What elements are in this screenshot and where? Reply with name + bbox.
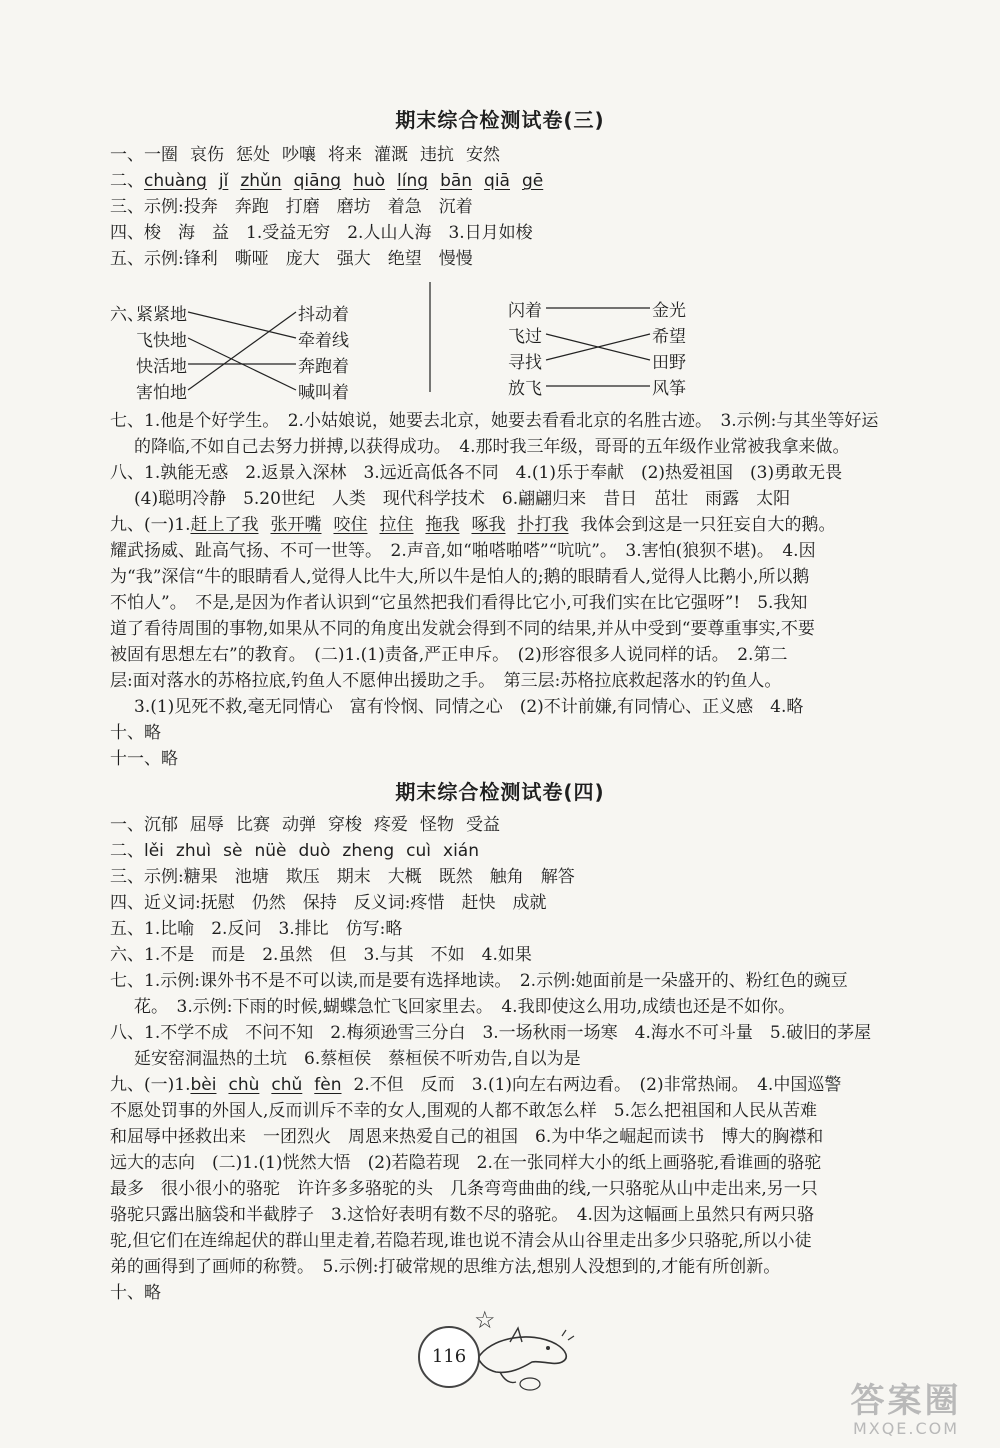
underlined-pinyin: fèn <box>314 1075 342 1095</box>
pinyin: xián <box>443 841 479 861</box>
exam4-q4: 四、近义词:抚慰 仍然 保持 反义词:疼惜 赶快 成就 <box>110 893 547 913</box>
exam3-q3: 三、示例:投奔 奔跑 打磨 磨坊 着急 沉着 <box>110 197 473 217</box>
pinyin: zhuì <box>175 841 212 861</box>
pinyin: zhǔn <box>240 171 282 191</box>
underlined-answer: 咬住 <box>333 515 368 535</box>
match-mid-2: 牵着线 <box>298 331 349 351</box>
match-right-b4: 风筝 <box>652 379 686 399</box>
exam3-q9-line1: 九、(一)1.赶上了我 张开嘴 咬住 拉住 拖我 啄我 扑打我 我体会到这是一只狂妄自大的鹅。 <box>110 515 836 535</box>
match-line <box>546 334 650 360</box>
exam4-q8-line2: 延安窑洞温热的土坑 6.蔡桓侯 蔡桓侯不听劝告,自以为是 <box>134 1049 581 1069</box>
exam4-q9-line: 弟的画得到了画师的称赞。 5.示例:打破常规的思维方法,想别人没想到的,才能有所创新。 <box>110 1257 781 1277</box>
match-left-3: 快活地 <box>136 357 187 377</box>
exam4-q2: 二、lěi zhuì sè nüè duò zheng cuì xián <box>110 841 479 861</box>
exam3-q9-line: 3.(1)见死不救,毫无同情心 富有怜悯、同情之心 (2)不计前嫌,有同情心、正义感 4.略 <box>134 697 804 717</box>
exam4-q3: 三、示例:糖果 池塘 欺压 期末 大概 既然 触角 解答 <box>110 867 575 887</box>
underlined-answer: 张开嘴 <box>270 515 322 535</box>
exam3-q9-line: 层:面对落水的苏格拉底,钓鱼人不愿伸出援助之手。 第三层:苏格拉底救起落水的钓鱼人。 <box>110 671 782 691</box>
exam3-q10: 十、略 <box>110 723 161 743</box>
match-right-a1: 闪着 <box>508 301 542 321</box>
exam3-q1: 一、一圈 哀伤 惩处 吵嚷 将来 灌溉 违抗 安然 <box>110 145 500 165</box>
dolphin-icon <box>470 1318 580 1398</box>
match-right-a4: 放飞 <box>508 379 542 399</box>
match-left-2: 飞快地 <box>136 331 187 351</box>
match-right-a3: 寻找 <box>508 353 542 373</box>
watermark-main: 答案圈 <box>850 1381 962 1421</box>
word: 比赛 <box>236 815 270 835</box>
match-left-4: 害怕地 <box>136 383 187 403</box>
exam4-q9-line: 不愿处罚事的外国人,反而训斥不幸的女人,围观的人都不敢怎么样 5.怎么把祖国和人民从苦难 <box>110 1101 818 1121</box>
underlined-answer: 啄我 <box>471 515 506 535</box>
word: 屈辱 <box>190 815 224 835</box>
pinyin: líng <box>397 171 429 191</box>
word: 穿梭 <box>328 815 362 835</box>
pinyin: nüè <box>254 841 287 861</box>
exam3-q4: 四、梭 海 益 1.受益无穷 2.人山人海 3.日月如梭 <box>110 223 533 243</box>
word: 一圈 <box>144 145 178 165</box>
pinyin: chuàng <box>144 171 207 191</box>
exam4-q9-line1: 九、(一)1.bèi chù chǔ fèn 2.不但 反而 3.(1)向左右两边看。 (2)非常热闹。 4.中国巡警 <box>110 1075 842 1095</box>
exam4-q1: 一、沉郁 屈辱 比赛 动弹 穿梭 疼爱 怪物 受益 <box>110 815 500 835</box>
exam3-q7-line1: 七、1.他是个好学生。 2.小姑娘说，她要去北京，她要去看看北京的名胜古迹。 3.示例:与其坐等好运 <box>110 411 879 431</box>
watermark-sub: MXQE.COM <box>852 1419 960 1438</box>
pinyin: duò <box>298 841 331 861</box>
word: 违抗 <box>420 145 454 165</box>
match-right-b2: 希望 <box>652 327 686 347</box>
word: 怪物 <box>420 815 454 835</box>
word: 安然 <box>466 145 500 165</box>
exam3-q8-line1: 八、1.孰能无惑 2.返景入深林 3.远近高低各不同 4.(1)乐于奉献 (2)热爱祖国 (3)勇敢无畏 <box>110 463 843 483</box>
pinyin: jǐ <box>218 171 229 191</box>
underlined-answer: 扑打我 <box>517 515 569 535</box>
match-line <box>188 312 296 338</box>
exam3-title: 期末综合检测试卷(三) <box>395 108 605 132</box>
pinyin: qiā <box>484 171 510 191</box>
pinyin: cuì <box>406 841 432 861</box>
word: 动弹 <box>282 815 316 835</box>
exam4-q9-line: 最多 很小很小的骆驼 许许多多骆驼的头 几条弯弯曲曲的线,一只骆驼从山中走出来,另一只 <box>110 1179 818 1199</box>
exam4-q7-line1: 七、1.示例:课外书不是不可以读,而是要有选择地读。 2.示例:她面前是一朵盛开的、粉红色的豌豆 <box>110 971 848 991</box>
word: 灌溉 <box>374 145 408 165</box>
pinyin: gē <box>521 171 544 191</box>
word: 疼爱 <box>374 815 408 835</box>
exam4-q10: 十、略 <box>110 1283 161 1303</box>
match-right-b1: 金光 <box>652 301 686 321</box>
match-line <box>188 312 296 390</box>
match-mid-1: 抖动着 <box>298 305 349 325</box>
page-number: 116 <box>418 1326 480 1388</box>
exam3-q9-line: 为“我”深信“牛的眼睛看人,觉得人比牛大,所以牛是怕人的;鹅的眼睛看人,觉得人比鹅小,所以鹅 <box>110 567 810 587</box>
exam3-q2: 二、chuàng jǐ zhǔn qiāng huò líng bān qiā gē <box>110 171 544 191</box>
pinyin: bān <box>440 171 473 191</box>
underlined-pinyin: chǔ <box>271 1075 303 1095</box>
pinyin: sè <box>223 841 243 861</box>
pinyin: qiāng <box>293 171 342 191</box>
underlined-answer: 拉住 <box>379 515 414 535</box>
exam4-q5: 五、1.比喻 2.反问 3.排比 仿写:略 <box>110 919 403 939</box>
exam4-q8-line1: 八、1.不学不成 不问不知 2.梅须逊雪三分白 3.一场秋雨一场寒 4.海水不可斗量 5.破旧的茅屋 <box>110 1023 872 1043</box>
underlined-pinyin: chù <box>228 1075 260 1095</box>
match-right-a2: 飞过 <box>508 327 542 347</box>
underlined-pinyin: bèi <box>190 1075 217 1095</box>
watermark <box>818 1382 994 1444</box>
star-icon: ☆ <box>474 1306 496 1334</box>
word: 哀伤 <box>190 145 224 165</box>
underlined-answer: 拖我 <box>425 515 460 535</box>
exam3-q9-line: 不怕人”。 不是,是因为作者认识到“它虽然把我们看得比它小,可我们实在比它强呀”! 5.我知 <box>110 593 808 613</box>
exam4-title: 期末综合检测试卷(四) <box>395 780 605 804</box>
pinyin: huò <box>353 171 386 191</box>
match-mid-4: 喊叫着 <box>298 383 349 403</box>
exam4-q9-line: 和屈辱中拯救出来 一团烈火 周恩来热爱自己的祖国 6.为中华之崛起而读书 博大的胸襟和 <box>110 1127 824 1147</box>
word: 将来 <box>328 145 362 165</box>
exam3-q8-line2: (4)聪明冷静 5.20世纪 人类 现代科学技术 6.翩翩归来 昔日 茁壮 雨露 太阳 <box>134 489 791 509</box>
word: 吵嚷 <box>282 145 316 165</box>
exam3-q9-line: 被固有思想左右”的教育。 (二)1.(1)责备,严正申斥。 (2)形容很多人说同样的话。 2.第二 <box>110 645 788 665</box>
word: 受益 <box>466 815 500 835</box>
match-mid-3: 奔跑着 <box>298 357 349 377</box>
pinyin: lěi <box>144 841 164 861</box>
exam3-q7-line2: 的降临,不如自己去努力拼搏,以获得成功。 4.那时我三年级，哥哥的五年级作业常被我拿来做。 <box>134 437 850 457</box>
exam3-q9-line: 道了看待周围的事物,如果从不同的角度出发就会得到不同的结果,并从中受到“要尊重事实,不要 <box>110 619 815 639</box>
exam4-q9-line: 驼,但它们在连绵起伏的群山里走着,若隐若现,谁也说不清会从山谷里走出多少只骆驼,所以小徒 <box>110 1231 812 1251</box>
word: 沉郁 <box>144 815 178 835</box>
exam4-q6: 六、1.不是 而是 2.虽然 但 3.与其 不如 4.如果 <box>110 945 532 965</box>
pinyin: zheng <box>342 841 395 861</box>
match-left-1: 紧紧地 <box>136 305 187 325</box>
exam3-q5: 五、示例:锋利 嘶哑 庞大 强大 绝望 慢慢 <box>110 249 473 269</box>
word: 惩处 <box>236 145 270 165</box>
exam4-q9-line: 远大的志向 (二)1.(1)恍然大悟 (2)若隐若现 2.在一张同样大小的纸上画骆驼,看谁画的骆驼 <box>110 1153 822 1173</box>
exam4-q7-line2: 花。 3.示例:下雨的时候,蝴蝶急忙飞回家里去。 4.我即使这么用功,成绩也还是不如你。 <box>134 997 795 1017</box>
exam4-q9-line: 骆驼只露出脑袋和半截脖子 3.这恰好表明有数不尽的骆驼。 4.因为这幅画上虽然只有两只骆 <box>110 1205 814 1225</box>
match-line <box>188 338 296 390</box>
exam3-q6-label: 六、 <box>110 305 144 325</box>
match-line <box>546 334 650 360</box>
match-right-b3: 田野 <box>652 353 686 373</box>
exam3-q11: 十一、略 <box>110 749 178 769</box>
exam3-q9-line: 耀武扬威、趾高气扬、不可一世等。 2.声音,如“啪嗒啪嗒”“吭吭”。 3.害怕(狼狈不堪)。 4.因 <box>110 541 816 561</box>
underlined-answer: 赶上了我 <box>190 515 259 535</box>
